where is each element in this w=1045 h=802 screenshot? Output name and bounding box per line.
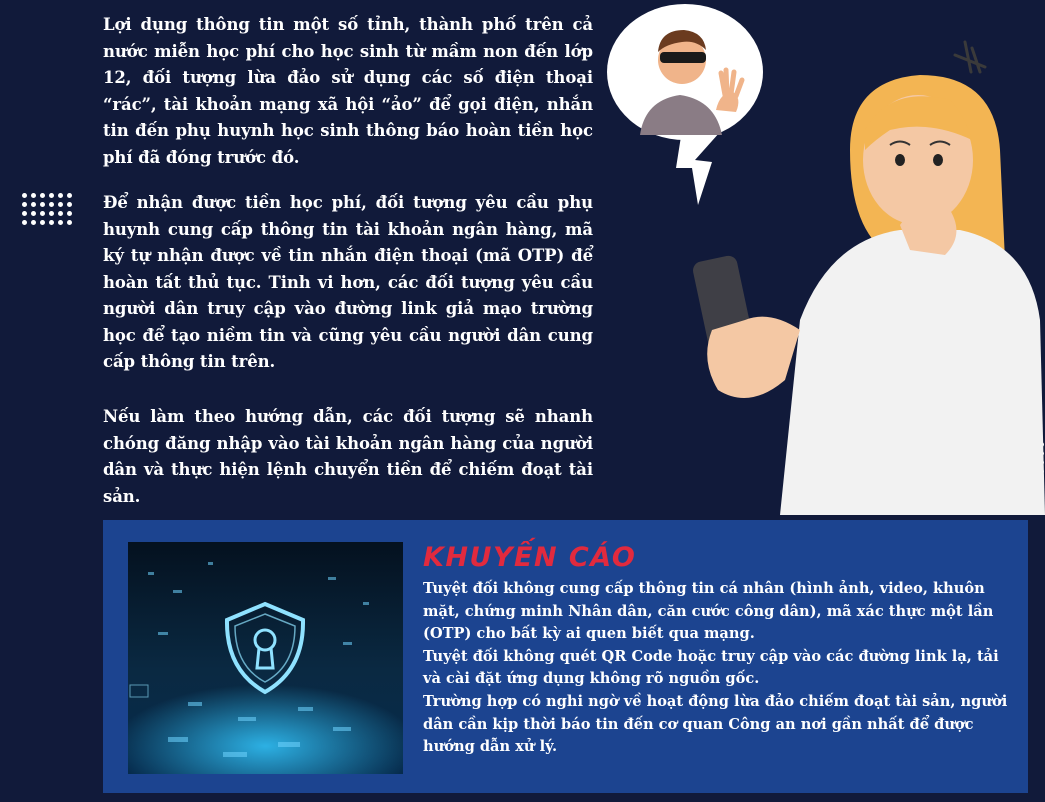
dot [40, 220, 45, 225]
decorative-dots-left [22, 193, 72, 225]
dot [67, 220, 72, 225]
dot [49, 220, 54, 225]
dot [22, 211, 27, 216]
dot [31, 211, 36, 216]
warning-list [423, 578, 1011, 759]
scam-call-bubble [607, 4, 763, 205]
warning-item-1: Tuyệt đối không cung cấp thông tin cá nhân (hình ảnh, video, khuôn mặt, chứng minh Nhân dân, căn cước công dân), mã xác thực một lần (OTP) cho bất kỳ ai quen biết qua mạng. [423, 580, 994, 643]
dot [67, 202, 72, 207]
dot [58, 202, 63, 207]
dot [31, 220, 36, 225]
dot [49, 211, 54, 216]
shield-keyhole-icon [128, 542, 403, 774]
dot [67, 211, 72, 216]
dot [40, 211, 45, 216]
worried-woman [691, 75, 1045, 515]
warning-box [103, 520, 1028, 793]
warning-item-3: Trường hợp có nghi ngờ về hoạt động lừa đảo chiếm đoạt tài sản, người dân cần kịp thời báo tin đến cơ quan Công an nơi gần nhất để được hướng dẫn xử lý. [423, 692, 1008, 756]
intro-paragraph-1: Lợi dụng thông tin một số tỉnh, thành phố trên cả nước miễn học phí cho học sinh từ mầm non đến lớp 12, đối tượng lừa đảo sử dụng các số điện thoại “rác”, tài khoản mạng xã hội “ảo” để gọi điện, nhắn tin đến phụ huynh học sinh thông báo hoàn tiền học phí đã đóng trước đó. [103, 15, 593, 167]
warning-title: KHUYẾN CÁO [423, 542, 637, 573]
worried-woman-phone-icon [600, 0, 1045, 515]
dot [22, 202, 27, 207]
dot [40, 193, 45, 198]
dot [58, 211, 63, 216]
warning-item-2: Tuyệt đối không quét QR Code hoặc truy cập vào các đường link lạ, tải và cài đặt ứng dụng không rõ nguồn gốc. [423, 647, 999, 688]
dot [49, 193, 54, 198]
intro-paragraph-2: Để nhận được tiền học phí, đối tượng yêu cầu phụ huynh cung cấp thông tin tài khoản ngân hàng, mã ký tự nhận được về tin nhắn điện thoại (mã OTP) để hoàn tất thủ tục. Tinh vi hơn, các đối tượng yêu cầu người dân truy cập vào đường link giả mạo trường học để tạo niềm tin và cũng yêu cầu người dân cung cấp thông tin trên. [103, 193, 593, 371]
dot [49, 202, 54, 207]
intro-paragraph-3: Nếu làm theo hướng dẫn, các đối tượng sẽ nhanh chóng đăng nhập vào tài khoản ngân hàng của người dân và thực hiện lệnh chuyển tiền để chiếm đoạt tài sản. [103, 407, 593, 506]
dot [58, 193, 63, 198]
dot [31, 202, 36, 207]
dot [22, 220, 27, 225]
dot [67, 193, 72, 198]
dot [40, 202, 45, 207]
dot [22, 193, 27, 198]
dot [31, 193, 36, 198]
dot [58, 220, 63, 225]
